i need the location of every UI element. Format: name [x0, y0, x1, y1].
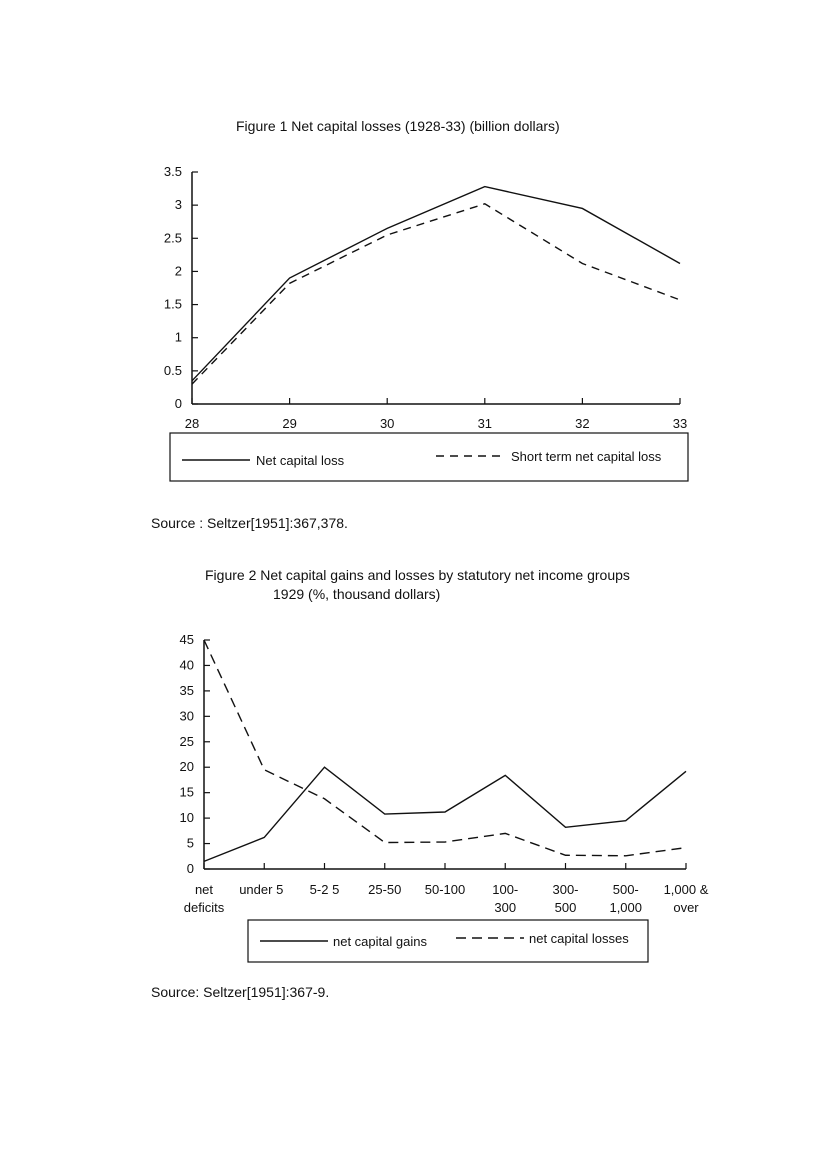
y-tick-label: 20	[179, 759, 194, 775]
y-tick-label: 2	[174, 263, 182, 279]
x-tick-label: 300-	[552, 882, 579, 897]
y-tick-label: 1.5	[163, 296, 182, 312]
x-tick-label-line2: 500	[554, 900, 577, 915]
x-tick-label-line2: 1,000	[609, 900, 643, 915]
x-tick-label-line2: 300	[494, 900, 517, 915]
y-tick-label: 10	[179, 810, 194, 826]
y-tick-label: 2.5	[163, 230, 182, 246]
figure1-chart	[0, 0, 827, 520]
figure1-source: Source : Seltzer[1951]:367,378.	[151, 515, 348, 531]
y-tick-label: 15	[179, 784, 194, 800]
x-tick-label: 5-2 5	[309, 882, 340, 897]
x-tick-label: 30	[379, 416, 395, 431]
y-tick-label: 35	[179, 682, 194, 698]
x-tick-label: 29	[282, 416, 297, 431]
y-tick-label: 3.5	[163, 164, 182, 179]
y-tick-label: 25	[179, 733, 194, 749]
x-tick-label: under 5	[239, 882, 284, 897]
figure2-title-line2: 1929 (%, thousand dollars)	[273, 586, 441, 602]
legend-label-net-capital-gains: net capital gains	[333, 934, 427, 949]
x-tick-label: 32	[575, 416, 590, 431]
series-line-short-term-net-capital-loss	[192, 204, 680, 384]
figure2-title-line1: Figure 2 Net capital gains and losses by statutory net income groups	[205, 567, 630, 583]
x-tick-label: 100-	[492, 882, 519, 897]
y-tick-label: 3	[174, 197, 182, 213]
y-tick-label: 0	[174, 396, 182, 411]
figure2-source: Source: Seltzer[1951]:367-9.	[151, 984, 330, 1000]
x-tick-label: 500-	[612, 882, 639, 897]
legend-label-short-term-net-capital-loss: Short term net capital loss	[511, 449, 662, 464]
y-tick-label: 30	[179, 708, 194, 724]
y-tick-label: 45	[179, 632, 194, 647]
x-tick-label: 1,000 &	[663, 882, 709, 897]
x-tick-label-line2: deficits	[183, 900, 225, 915]
series-line-net-capital-loss	[192, 187, 680, 381]
y-tick-label: 40	[179, 657, 194, 673]
x-tick-label: 25-50	[368, 882, 402, 897]
series-line-net-capital-gains	[204, 767, 686, 861]
x-tick-label: 33	[672, 416, 688, 431]
y-tick-label: 1	[174, 329, 182, 345]
y-tick-label: 5	[186, 835, 194, 851]
x-tick-label: net	[194, 882, 214, 897]
series-line-net-capital-losses	[204, 640, 686, 856]
legend-label-net-capital-losses: net capital losses	[529, 931, 629, 946]
x-tick-label: 28	[184, 416, 200, 431]
legend-label-net-capital-loss: Net capital loss	[256, 453, 345, 468]
x-tick-label-line2: over	[673, 900, 699, 915]
y-tick-label: 0	[186, 861, 194, 876]
x-tick-label: 50-100	[424, 882, 466, 897]
x-tick-label: 31	[477, 416, 493, 431]
figure1-title: Figure 1 Net capital losses (1928-33) (billion dollars)	[236, 118, 560, 134]
y-tick-label: 0.5	[163, 362, 182, 378]
legend-box	[248, 920, 648, 962]
